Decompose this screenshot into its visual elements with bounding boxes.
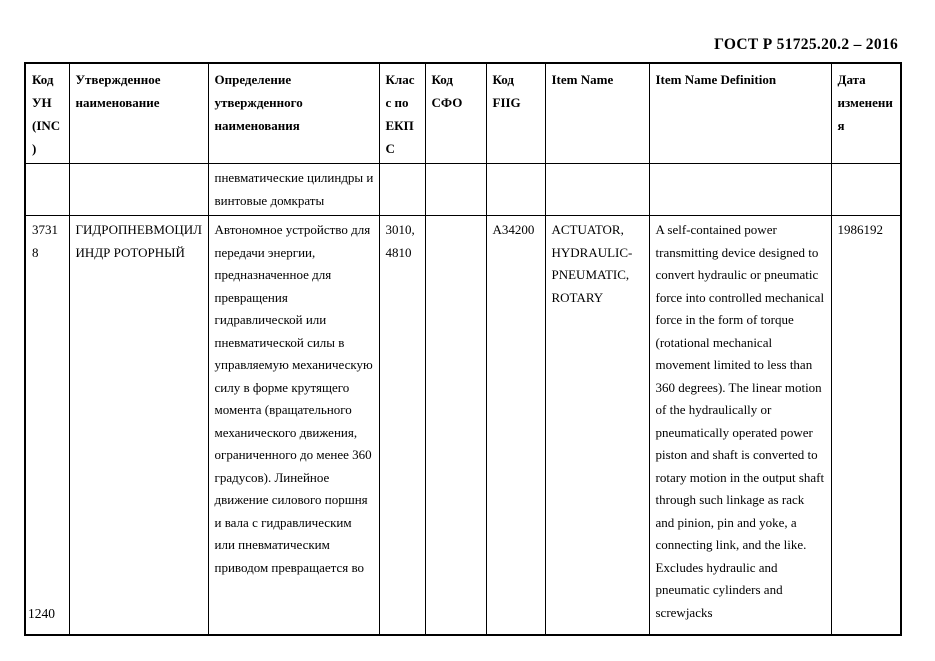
column-header-change-date: Дата изменения: [831, 63, 901, 164]
column-header-item-name: Item Name: [545, 63, 649, 164]
page-number: 1240: [28, 606, 55, 621]
cell-definition: пневматические цилиндры и винтовые домкраты: [208, 164, 379, 216]
cell-ekps-class: 3010, 4810: [379, 216, 425, 635]
column-header-sfo-code: Код СФО: [425, 63, 486, 164]
table-body: [25, 164, 901, 635]
column-header-definition: Определение утвержденного наименования: [208, 63, 379, 164]
cell-approved-name: [69, 164, 208, 216]
cell-change-date: 1986192: [831, 216, 901, 635]
cell-fiig-code: A34200: [486, 216, 545, 635]
column-header-fiig-code: Код FIIG: [486, 63, 545, 164]
item-catalog-table: [24, 62, 902, 636]
column-header-approved-name: Утвержденное наименование: [69, 63, 208, 164]
table-row-continuation: [25, 164, 901, 216]
cell-sfo-code: [425, 216, 486, 635]
cell-item-name-definition: A self-contained power transmitting device designed to convert hydraulic or pneumatic force into controlled mechanical force in the form of torque (rotational mechanical movement limited to less than 360 degrees). The linear motion of the hydraulically or pneumatically operated power piston and shaft is converted to rotary motion in the output shaft through such linkage as rack and pinion, pin and yoke, a connecting link, and the like. Excludes hydraulic and pneumatic cylinders and screwjacks: [649, 216, 831, 635]
cell-sfo-code: [425, 164, 486, 216]
cell-item-name: ACTUATOR, HYDRAULIC-PNEUMATIC, ROTARY: [545, 216, 649, 635]
column-header-ekps-class: Класс по ЕКПС: [379, 63, 425, 164]
cell-ekps-class: [379, 164, 425, 216]
table-row-item-37318: [25, 216, 901, 635]
cell-inc-code: [25, 164, 69, 216]
cell-approved-name: ГИДРОПНЕВМОЦИЛИНДР РОТОРНЫЙ: [69, 216, 208, 635]
table-header: [25, 63, 901, 164]
cell-definition: Автономное устройство для передачи энергии, предназначенное для превращения гидравлической или пневматической силы в управляемую механическую силу в форме крутящего момента (вращательного механического движения, ограниченного до менее 360 градусов). Линейное движение силового поршня и вала с гидравлическим или пневматическим приводом превращается во: [208, 216, 379, 635]
cell-fiig-code: [486, 164, 545, 216]
cell-inc-code: 37318: [25, 216, 69, 635]
table-header-row: [25, 63, 901, 164]
cell-item-name-definition: [649, 164, 831, 216]
column-header-item-name-definition: Item Name Definition: [649, 63, 831, 164]
column-header-inc-code: Код УН (INC): [25, 63, 69, 164]
document-standard-title: ГОСТ Р 51725.20.2 – 2016: [714, 36, 898, 53]
cell-change-date: [831, 164, 901, 216]
cell-item-name: [545, 164, 649, 216]
